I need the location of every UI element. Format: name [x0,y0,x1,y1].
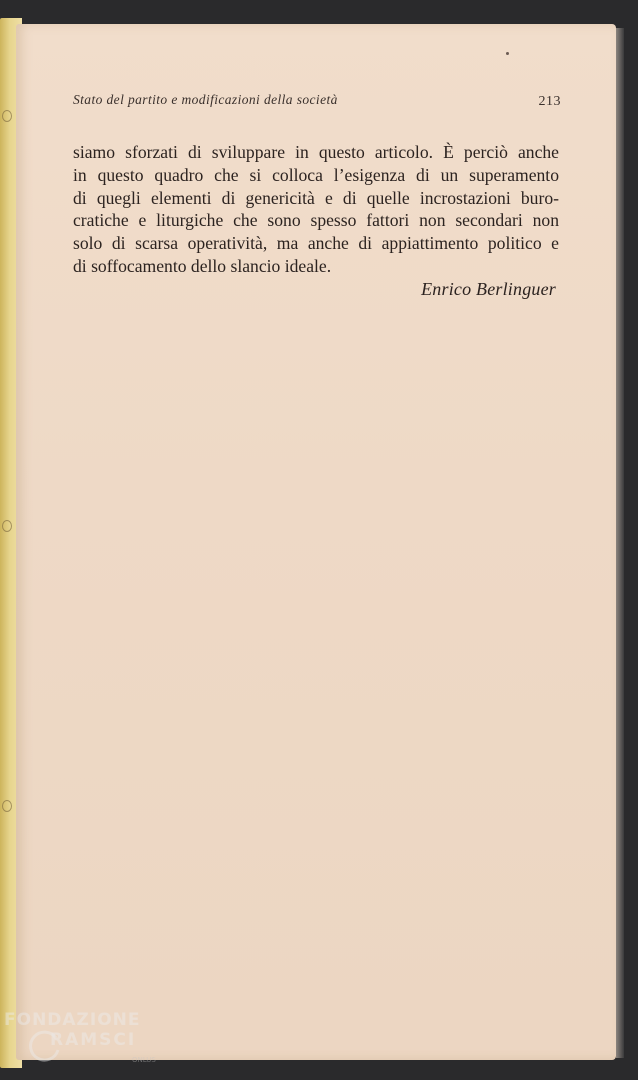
paper-speck [506,52,509,55]
fondazione-gramsci-watermark [4,1010,164,1080]
text-line: di quegli elementi di genericità e di quelle incrostazioni buro- [73,187,559,208]
author-signature: Enrico Berlinguer [421,279,556,299]
text-line: di soffocamento dello slancio ideale. [73,255,332,276]
watermark-line1: FONDAZIONE [4,1010,141,1030]
body-paragraph [73,141,559,278]
binding-ring [2,110,12,122]
watermark-tiny: ONLUS [132,1056,156,1064]
text-line: in questo quadro che si colloca l’esigenza di un superamento [73,164,559,185]
text-line: cratiche e liturgiche che sono spesso fattori non secondari non [73,210,559,231]
page-edge-shadow [616,28,624,1058]
watermark-line2: RAMSCI [50,1030,137,1050]
text-line: siamo sforzati di sviluppare in questo articolo. È perciò anche [73,142,559,162]
page-number: 213 [538,94,561,109]
binding-ring [2,800,12,812]
text-line: solo di scarsa operatività, ma anche di appiattimento politico e [73,233,559,254]
binding-ring [2,520,12,532]
running-title: Stato del partito e modificazioni della società [73,92,338,107]
